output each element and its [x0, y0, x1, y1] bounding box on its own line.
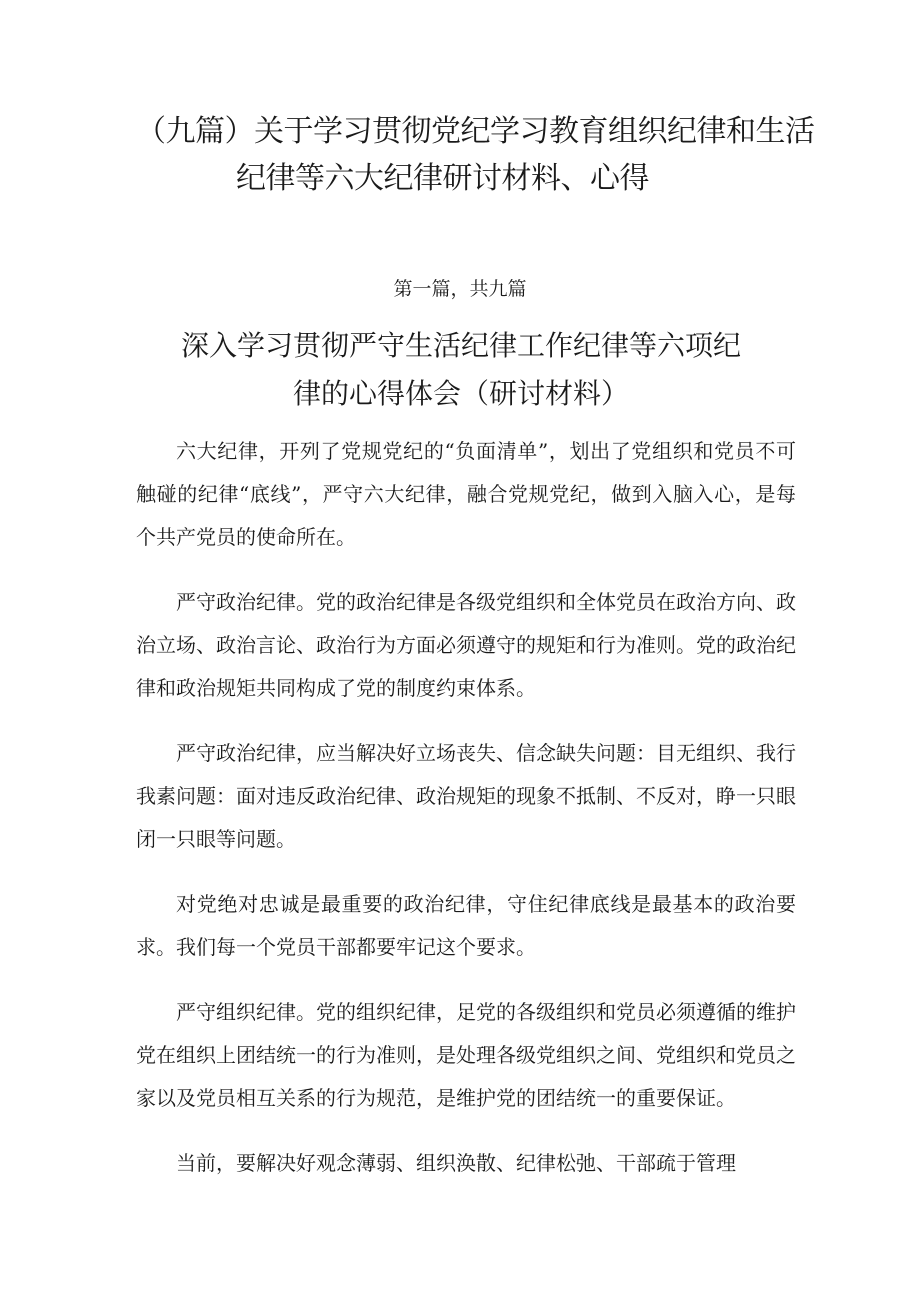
section-title-line-1: 深入学习贯彻严守生活纪律工作纪律等六项纪 [180, 329, 741, 362]
document-title [136, 108, 815, 202]
paragraph: 严守组织纪律。党的组织纪律，足党的各级组织和党员必须遵循的维护党在组织上团结统一的行为准则，是处理各级党组织之间、党组织和党员之家以及党员相互关系的行为规范，是维护党的团结统一的重要保证。 [136, 1000, 796, 1110]
paragraph: 六大纪律，开列了党规党纪的“负面清单”，划出了党组织和党员不可触碰的纪律“底线”，严守六大纪律，融合党规党纪，做到入脑入心，是每个共产党员的使命所在。 [136, 439, 796, 549]
paragraph: 严守政治纪律。党的政治纪律是各级党组织和全体党员在政治方向、政治立场、政治言论、政治行为方面必须遵守的规矩和行为准则。党的政治纪律和政治规矩共同构成了党的制度约束体系。 [136, 590, 796, 700]
body-text [136, 430, 796, 1207]
chapter-label: 第一篇，共九篇 [393, 278, 527, 300]
document-title-line-1: （九篇）关于学习贯彻党纪学习教育组织纪律和生活 [136, 114, 815, 149]
paragraph: 严守政治纪律，应当解决好立场丧失、信念缺失问题：目无组织、我行我素问题：面对违反政治纪律、政治规矩的现象不抵制、不反对，睁一只眼闭一只眼等问题。 [136, 741, 796, 851]
paragraph: 当前，要解决好观念薄弱、组织涣散、纪律松弛、干部疏于管理 [176, 1151, 736, 1175]
paragraph: 对党绝对忠诚是最重要的政治纪律，守住纪律底线是最基本的政治要求。我们每一个党员干部都要牢记这个要求。 [136, 892, 796, 959]
section-title [136, 322, 786, 418]
section-title-line-2: 律的心得体会（研讨材料） [292, 377, 629, 410]
document-title-line-2: 纪律等六大纪律研讨材料、心得 [236, 161, 649, 196]
